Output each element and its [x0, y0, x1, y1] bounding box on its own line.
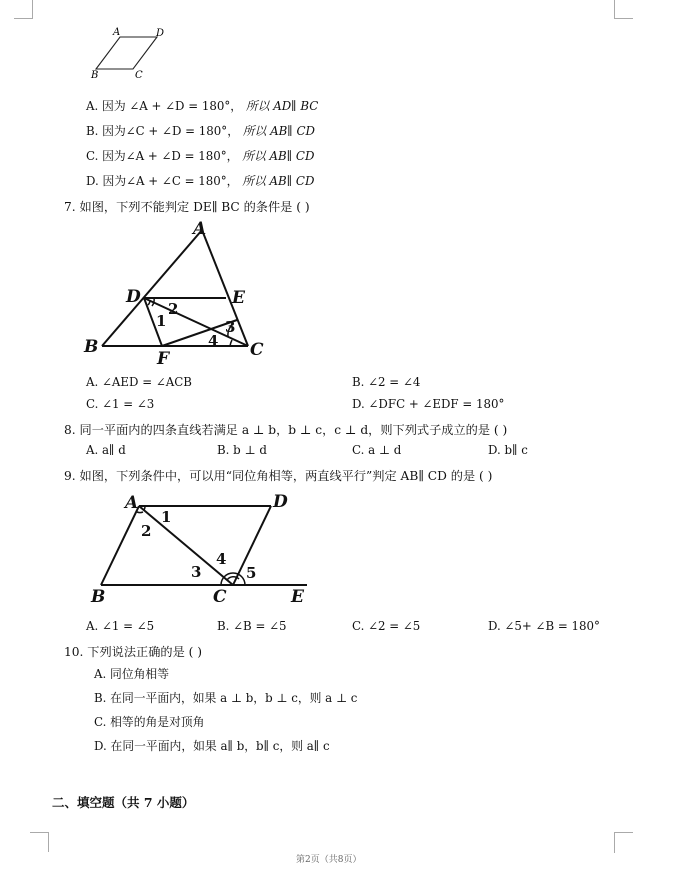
q9-option-a[interactable]: A. ∠1 = ∠5 — [86, 619, 155, 633]
q7-label-E: E — [232, 288, 245, 308]
option-conclusion: 所以 AB∥ CD — [242, 124, 315, 138]
q9-angle-1: 1 — [161, 508, 172, 526]
option-condition: 因为∠C + ∠D = 180°， — [102, 124, 239, 138]
q9-label-D: D — [273, 492, 288, 512]
q7-label-D: D — [126, 287, 141, 307]
q7-stem: 7. 如图，下列不能判定 DE∥ BC 的条件是 ( ) — [64, 200, 310, 214]
q7-angle-1: 1 — [156, 312, 167, 330]
section-heading-fill-in: 二、填空题（共 7 小题） — [52, 795, 195, 810]
vertex-label-D: D — [156, 28, 165, 39]
q6-option-a[interactable] — [86, 97, 318, 114]
q10-option-d[interactable]: D. 在同一平面内，如果 a∥ b，b∥ c，则 a∥ c — [94, 739, 330, 753]
q9-parallelogram-figure — [85, 488, 325, 610]
q7-angle-3: 3 — [225, 318, 236, 336]
q9-angle-3: 3 — [191, 563, 202, 581]
q10-stem: 10. 下列说法正确的是 ( ) — [64, 645, 203, 659]
q7-angle-2: 2 — [168, 300, 179, 318]
crop-mark-top-right — [614, 0, 633, 19]
option-conclusion: 所以 AB∥ CD — [242, 174, 315, 188]
q7-option-d[interactable]: D. ∠DFC + ∠EDF = 180° — [352, 397, 505, 411]
option-condition: 因为 ∠A + ∠D = 180°， — [102, 99, 243, 113]
crop-mark-bottom-left — [30, 832, 48, 851]
q8-stem: 8. 同一平面内的四条直线若满足 a ⊥ b，b ⊥ c，c ⊥ d，则下列式子成立的是 ( ) — [64, 423, 508, 437]
option-letter: A. — [86, 99, 99, 113]
q6-option-b[interactable] — [86, 122, 315, 139]
q9-angle-5: 5 — [246, 564, 257, 582]
crop-mark-bottom-left-v — [48, 832, 49, 852]
q6-option-c[interactable] — [86, 147, 314, 164]
q7-label-B: B — [84, 337, 99, 357]
q9-option-c[interactable]: C. ∠2 = ∠5 — [352, 619, 421, 633]
parallelogram-figure — [85, 25, 175, 81]
q8-option-b[interactable]: B. b ⊥ d — [217, 443, 267, 457]
q7-label-A: A — [193, 219, 207, 239]
option-conclusion: 所以 AD∥ BC — [245, 99, 319, 113]
q9-stem: 9. 如图，下列条件中，可以用“同位角相等，两直线平行”判定 AB∥ CD 的是 ( ) — [64, 469, 493, 483]
q9-option-d[interactable]: D. ∠5+ ∠B = 180° — [488, 619, 600, 633]
q9-angle-4: 4 — [216, 550, 227, 568]
page-footer: 第2页（共8页） — [296, 855, 362, 865]
q7-angle-4: 4 — [208, 332, 219, 350]
q8-option-a[interactable]: A. a∥ d — [86, 443, 126, 457]
q8-option-c[interactable]: C. a ⊥ d — [352, 443, 402, 457]
q7-option-c[interactable]: C. ∠1 = ∠3 — [86, 397, 155, 411]
option-letter: D. — [86, 174, 99, 188]
q10-option-c[interactable]: C. 相等的角是对顶角 — [94, 715, 205, 729]
q7-option-a[interactable]: A. ∠AED = ∠ACB — [86, 375, 192, 389]
option-letter: C. — [86, 149, 99, 163]
option-condition: 因为∠A + ∠D = 180°， — [102, 149, 239, 163]
option-conclusion: 所以 AB∥ CD — [242, 149, 315, 163]
vertex-label-A: A — [113, 27, 121, 38]
q10-option-b[interactable]: B. 在同一平面内，如果 a ⊥ b，b ⊥ c，则 a ⊥ c — [94, 691, 358, 705]
vertex-label-B: B — [91, 70, 99, 81]
option-letter: B. — [86, 124, 99, 138]
option-condition: 因为∠A + ∠C = 180°， — [102, 174, 239, 188]
q9-angle-2: 2 — [141, 522, 152, 540]
q7-label-F: F — [157, 349, 170, 369]
q8-option-d[interactable]: D. b∥ c — [488, 443, 528, 457]
q10-option-a[interactable]: A. 同位角相等 — [94, 667, 170, 681]
crop-mark-bottom-right — [614, 832, 633, 853]
crop-mark-top-left — [14, 0, 33, 19]
q7-option-b[interactable]: B. ∠2 = ∠4 — [352, 375, 421, 389]
q6-option-d[interactable] — [86, 172, 314, 189]
q9-label-E: E — [291, 587, 304, 607]
q9-label-A: A — [125, 493, 139, 513]
vertex-label-C: C — [135, 70, 143, 81]
q9-label-C: C — [213, 587, 227, 607]
q7-triangle-figure — [80, 218, 280, 370]
q9-option-b[interactable]: B. ∠B = ∠5 — [217, 619, 287, 633]
q7-label-C: C — [250, 340, 264, 360]
q9-label-B: B — [91, 587, 106, 607]
